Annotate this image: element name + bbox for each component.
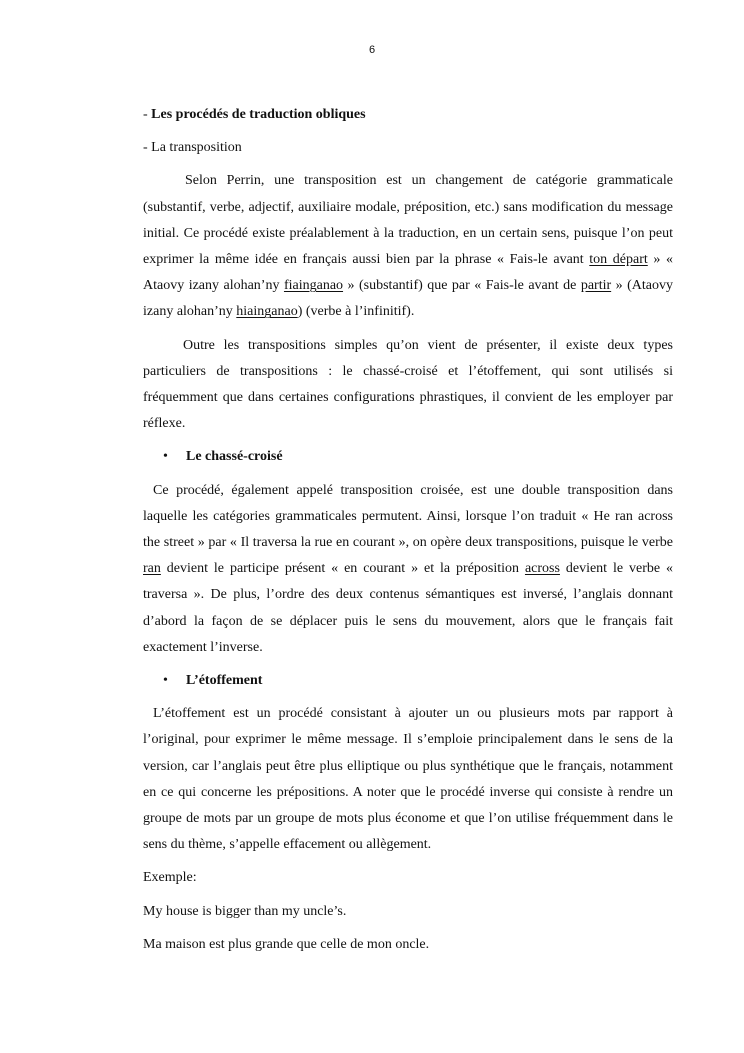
example-english: My house is bigger than my uncle’s. [143,903,347,919]
bullet-icon: • [163,673,168,689]
underlined-term: hiainganao [236,304,298,320]
underlined-term: partir [580,278,612,294]
heading-text: Les procédés de traduction obliques [151,107,366,122]
example-french: Ma maison est plus grande que celle de mon oncle. [143,936,430,952]
page-number: 6 [368,44,376,56]
bullet-icon: • [163,449,168,465]
bullet-label: L’étoffement [186,673,263,689]
bullet-heading-etoffement [143,668,673,694]
text-run: ) (verbe à l’infinitif). [297,304,415,320]
heading-dash: - [143,107,152,122]
section-heading [143,102,673,128]
example-label: Exemple: [143,870,197,886]
underlined-term: across [524,561,560,577]
text-run: Ce procédé, également appelé transposition croisée, est une double transposition dans laquelle les catégories grammaticales permutent. Ainsi, lorsque l’on traduit « He ran across the street » par « Il traversa la rue en courant », on opère deux transpositions, puisque le verbe [143,482,673,551]
bullet-heading-chasse-croise [143,444,673,470]
underlined-term: fiainganao [283,278,344,294]
document-body [143,102,673,965]
subsection-heading-transposition: - La transposition [143,140,242,156]
paragraph-transposition-types: Outre les transpositions simples qu’on vient de présenter, il existe deux types particuliers de transpositions : le chassé-croisé et l’étoffement, qui sont utilisés si fréquemment que dans certaines configurations phrastiques, il convient de les employer par réflexe. [143,337,673,432]
paragraph-chasse-croise [143,478,673,661]
text-run: » « Ataovy izany alohan’ny [143,252,674,294]
paragraph-etoffement: L’étoffement est un procédé consistant à ajouter un ou plusieurs mots par rapport à l’original, pour exprimer le même message. Il s’emploie principalement dans le sens de la version, car l’anglais peut être plus elliptique ou plus synthétique que le français, notamment en ce qui concerne les prépositions. A noter que le procédé inverse qui consiste à rendre un groupe de mots par un groupe de mots plus économe et que l’on utilise fréquemment dans le sens du thème, s’appelle effacement ou allègement. [143,706,673,853]
text-run: devient le verbe « traversa ». De plus, l’ordre des deux contenus sémantiques est inversé, l’anglais donnant d’abord la façon de se déplacer puis le sens du mouvement, alors que le français fait exactement l’inverse. [143,561,674,655]
text-run: » (Ataovy izany alohan’ny [143,278,673,320]
underlined-term: ran [143,561,161,577]
paragraph-transposition-definition [143,168,673,325]
text-run: devient le participe présent « en courant » et la préposition [160,561,525,577]
text-run: Selon Perrin, une transposition est un changement de catégorie grammaticale (substantif, verbe, adjectif, auxiliaire modale, préposition, etc.) sans modification du message initial. Ce procédé existe préalablement à la traduction, en un certain sens, puisque l’on peut exprimer la même idée en français aussi bien par la phrase « Fais-le avant [143,173,673,268]
underlined-term: ton départ [589,252,648,268]
text-run: » (substantif) que par « Fais-le avant de [343,278,581,294]
bullet-label: Le chassé-croisé [186,449,283,465]
